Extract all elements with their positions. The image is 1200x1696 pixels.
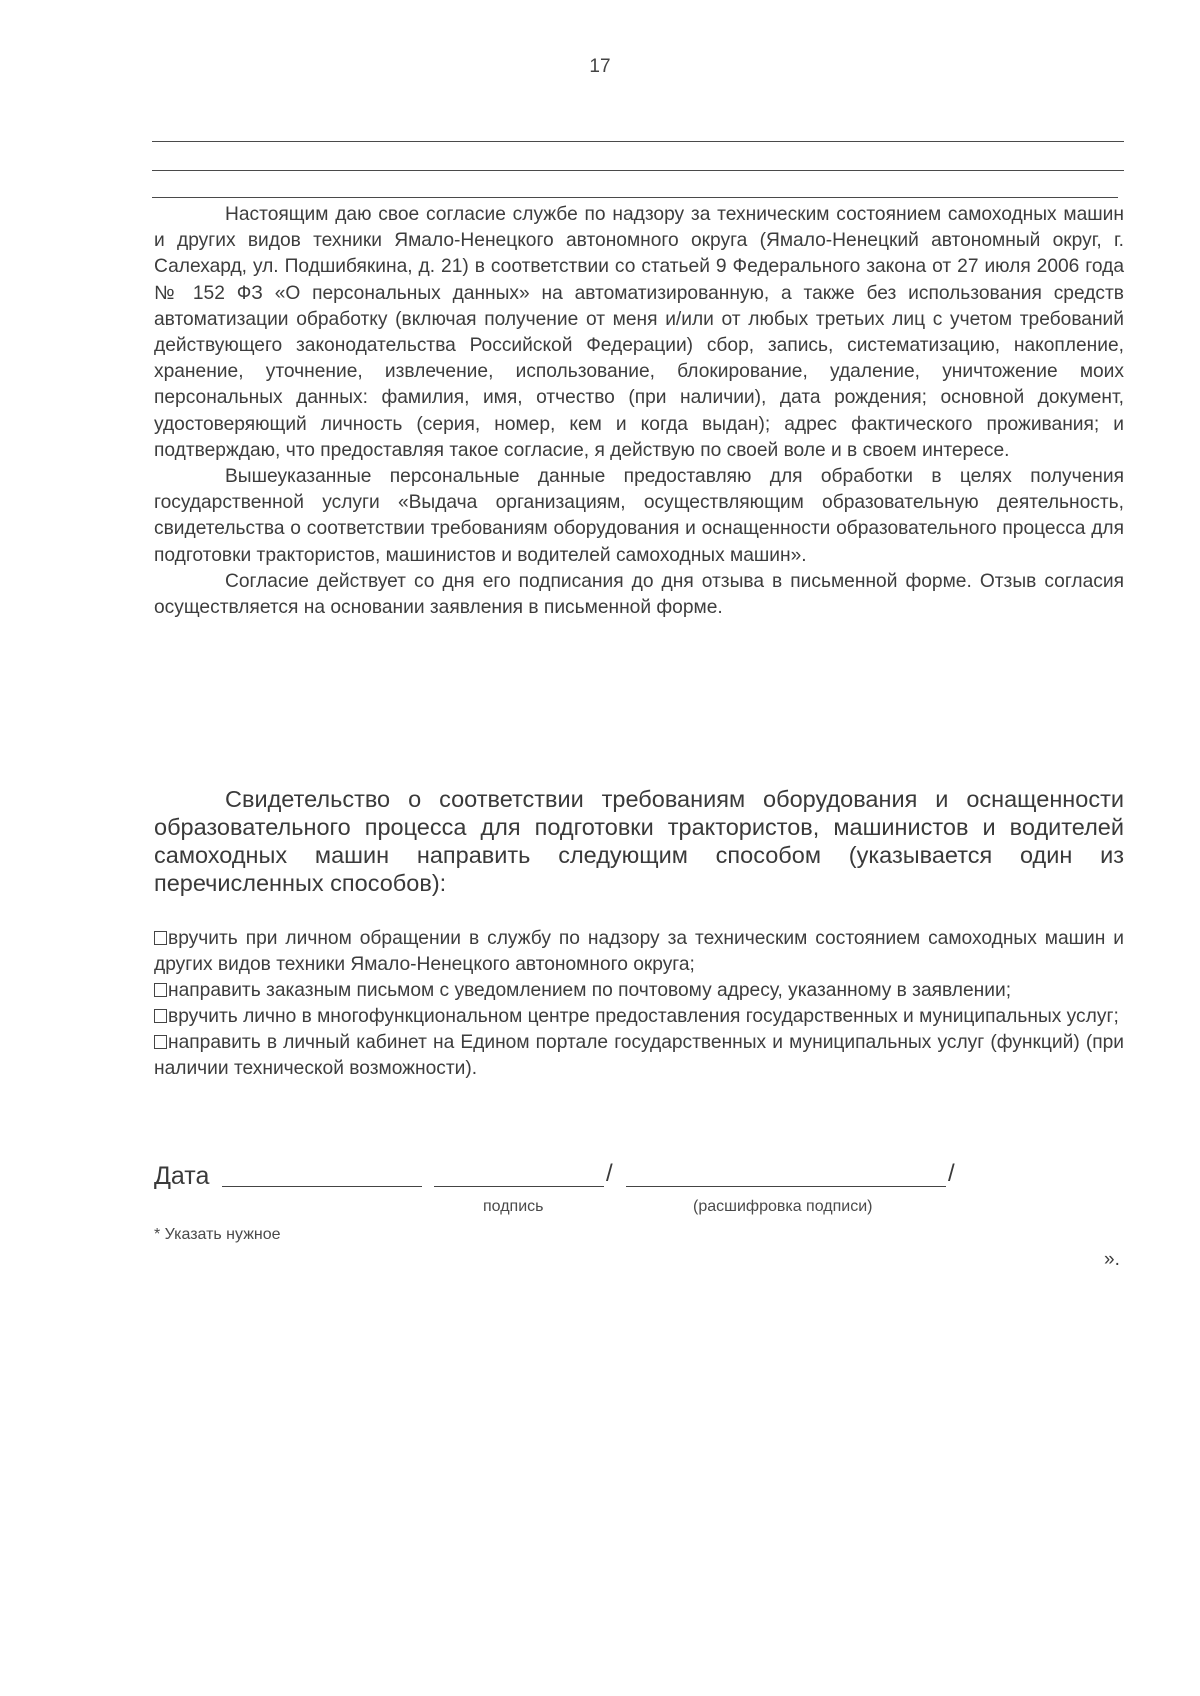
consent-paragraph: Настоящим даю свое согласие службе по надзору за техническим состоянием самоходных машин и других видов техники Ямало-Ненецкого автономного округа (Ямало-Ненецкий автономный округ, г. Салехард, ул. Подшибякина, д. 21) в соответствии со статьей 9 Федерального закона от 27 июля 2006 года № 152 ФЗ «О персональных данных» на автоматизированную, а также без использования средств автоматизации обработку (включая получение от меня и/или от любых третьих лиц с учетом требований действующего законодательства Российской Федерации) сбор, запись, систематизацию, накопление, хранение, уточнение, извлечение, использование, блокирование, удаление, уничтожение моих персональных данных: фамилия, имя, отчество (при наличии), дата рождения; основной документ, удостоверяющий личность (серия, номер, кем и когда выдан); адрес фактического проживания; и подтверждаю, что предоставляя такое согласие, я действую по своей воле и в своем интересе. [154,204,1124,461]
consent-purpose-paragraph: Вышеуказанные персональные данные предоставляю для обработки в целях получения государственной услуги «Выдача организациям, осуществляющим образовательную деятельность, свидетельства о соответствии требованиям оборудования и оснащенности образовательного процесса для подготовки трактористов, машинистов и водителей самоходных машин». [154,466,1124,566]
closing-quote: ». [1104,1249,1120,1270]
option-label: направить в личный кабинет на Едином портале государственных и муниципальных услуг (функций) (при наличии технической возможности). [154,1032,1124,1079]
option-label: вручить лично в многофункциональном центре предоставления государственных и муниципальных услуг; [168,1006,1119,1027]
checkbox-personal-visit[interactable] [154,931,167,945]
signature-decode-field[interactable] [626,1162,946,1187]
date-field[interactable] [222,1162,422,1187]
signature-row [154,1162,1124,1202]
option-label: вручить при личном обращении в службу по надзору за техническим состоянием самоходных машин и других видов техники Ямало-Ненецкого автономного округа; [154,928,1124,975]
checkbox-registered-mail[interactable] [154,983,167,997]
option-mfc [154,1004,1124,1030]
slash-separator: / [948,1160,955,1187]
signature-field[interactable] [434,1162,604,1187]
delivery-options [154,926,1124,1082]
page-number: 17 [589,56,611,77]
checkbox-mfc[interactable] [154,1009,167,1023]
blank-line-3 [152,197,1118,198]
slash-separator: / [606,1160,613,1187]
signature-caption: подпись [483,1198,544,1215]
signature-decode-caption: (расшифровка подписи) [693,1198,873,1215]
consent-validity-paragraph: Согласие действует со дня его подписания до дня отзыва в письменной форме. Отзыв согласия осуществляется на основании заявления в письменной форме. [154,570,1124,619]
option-personal-visit [154,926,1124,978]
option-portal [154,1030,1124,1082]
checkbox-portal[interactable] [154,1035,167,1049]
option-registered-mail [154,978,1124,1004]
date-label: Дата [154,1162,210,1190]
method-heading-text: Свидетельство о соответствии требованиям оборудования и оснащенности образовательного процесса для подготовки трактористов, машинистов и водителей самоходных машин направить следующим способом (указывается один из перечисленных способов): [154,786,1124,896]
blank-line-2 [152,170,1124,171]
option-label: направить заказным письмом с уведомлением по почтовому адресу, указанному в заявлении; [168,980,1012,1001]
method-heading [154,785,1124,897]
consent-section [154,202,1124,621]
blank-line-1 [152,141,1124,142]
footnote: * Указать нужное [154,1226,281,1243]
